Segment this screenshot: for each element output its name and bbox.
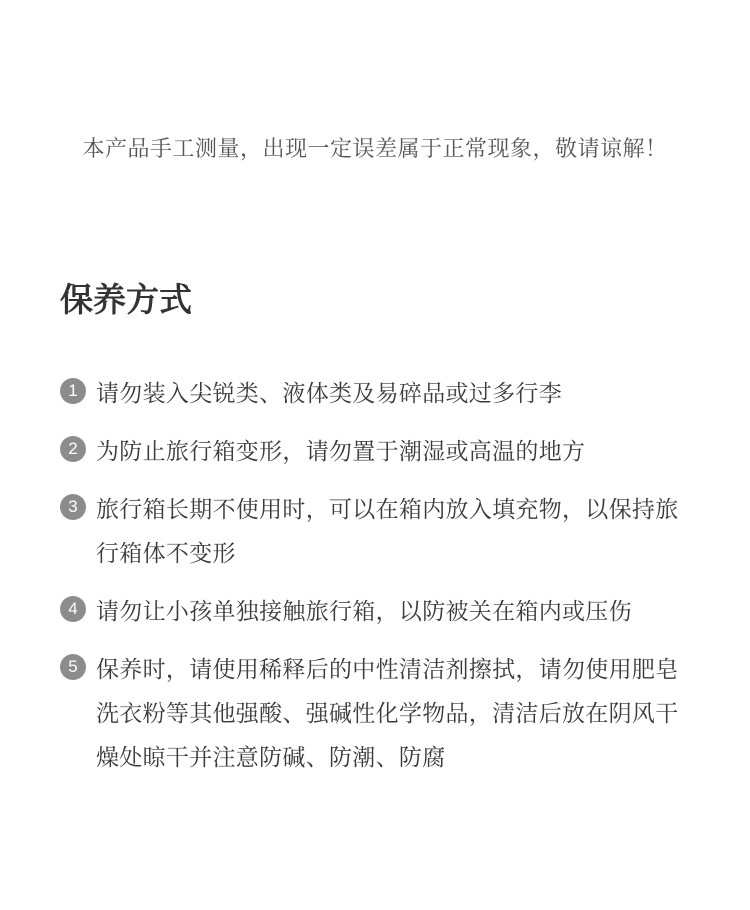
care-item-text: 旅行箱长期不使用时，可以在箱内放入填充物，以保持旅行箱体不变形 xyxy=(96,497,679,567)
number-badge-icon: 4 xyxy=(60,596,86,622)
care-item-text: 保养时，请使用稀释后的中性清洁剂擦拭，请勿使用肥皂洗衣粉等其他强酸、强碱性化学物品，清洁后放在阴风干燥处晾干并注意防碱、防潮、防腐 xyxy=(96,657,679,771)
number-badge-icon: 2 xyxy=(60,436,86,462)
care-instructions-list xyxy=(60,372,700,794)
measurement-notice: 本产品手工测量，出现一定误差属于正常现象，敬请谅解！ xyxy=(82,137,668,162)
care-item-3 xyxy=(60,488,700,576)
care-item-2 xyxy=(60,430,700,474)
care-item-text: 请勿装入尖锐类、液体类及易碎品或过多行李 xyxy=(96,381,562,407)
care-item-4 xyxy=(60,590,700,634)
care-item-1 xyxy=(60,372,700,416)
care-item-text: 为防止旅行箱变形，请勿置于潮湿或高温的地方 xyxy=(96,439,586,465)
number-badge-icon: 3 xyxy=(60,494,86,520)
number-badge-icon: 1 xyxy=(60,378,86,404)
care-item-5 xyxy=(60,648,700,780)
section-title: 保养方式 xyxy=(60,280,192,319)
care-item-text: 请勿让小孩单独接触旅行箱，以防被关在箱内或压伤 xyxy=(96,599,632,625)
number-badge-icon: 5 xyxy=(60,654,86,680)
